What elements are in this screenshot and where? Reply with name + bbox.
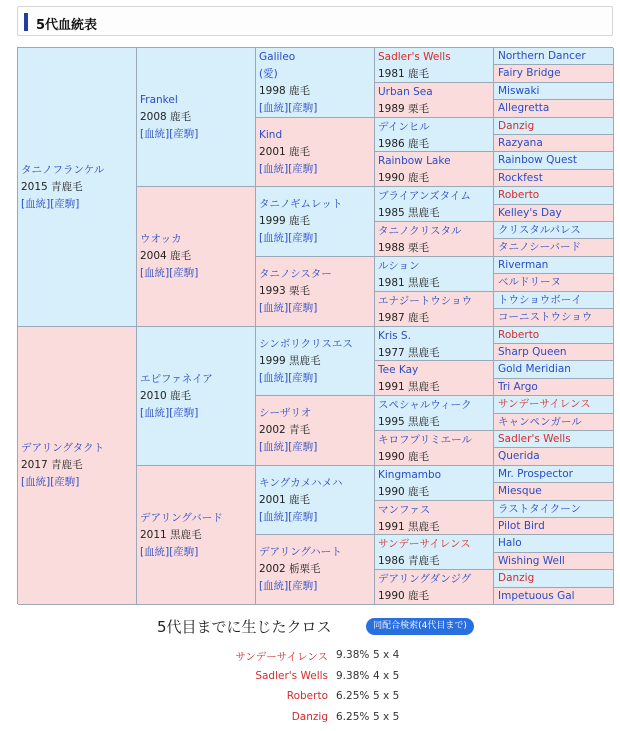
horse-birth-color: 1991 黒鹿毛 [378,521,440,533]
gen4-horse-cell [375,361,494,396]
horse-name-link[interactable]: Danzig [498,120,535,132]
horse-birth-color: 2010 鹿毛 [140,389,192,402]
horse-birth-color: 1990 鹿毛 [378,590,430,602]
cross-row [0,690,620,706]
page-title: 5代血統表 [36,18,98,33]
gen2-horse-cell [137,48,256,187]
gen2-horse-cell [137,187,256,327]
horse-birth-color: 1987 鹿毛 [378,312,430,324]
horse-name-link[interactable]: デアリングタクト [21,442,105,454]
gen5-horse-cell [494,65,614,83]
gen4-horse-cell [375,292,494,327]
horse-name-link[interactable]: ラストタイクーン [498,503,582,515]
header-accent-bar [24,13,28,31]
pedigree-offspring-links[interactable]: [血統][産駒] [259,162,318,175]
cross-row [0,711,620,727]
horse-name-link[interactable]: サンデーサイレンス [498,398,591,410]
horse-name-link[interactable]: Kris S. [378,330,411,342]
pedigree-offspring-links[interactable]: [血統][産駒] [140,545,199,558]
horse-name-link[interactable]: クリスタルパレス [498,224,581,236]
pedigree-offspring-links[interactable]: [血統][産駒] [21,197,80,210]
gen5-horse-cell [494,135,614,152]
gen5-horse-cell [494,100,614,118]
gen2-horse-cell [137,466,256,605]
horse-name-link[interactable]: スペシャルウィーク [378,399,472,411]
cross-percentage: 6.25% [336,690,370,702]
horse-name-link[interactable]: タニノシーバード [498,241,582,253]
gen1-horse-cell [18,48,137,327]
pedigree-offspring-links[interactable]: [血統][産駒] [140,267,199,279]
section-header [17,6,613,36]
horse-name-link[interactable]: エピファネイア [140,372,213,385]
horse-name-link[interactable]: ブライアンズタイム [378,190,471,202]
horse-name-link[interactable]: Kelley's Day [498,207,562,219]
gen1-horse-cell [18,327,137,605]
horse-name-link[interactable]: トウショウボーイ [498,294,582,306]
horse-name-link[interactable]: Danzig [498,572,535,584]
same-mating-search-button[interactable]: 同配合検索(4代目まで) [366,618,474,635]
horse-name-link[interactable]: エナジートウショウ [378,295,473,307]
horse-name-link[interactable]: ルション [378,260,420,272]
horse-birth-color: 2001 鹿毛 [259,145,311,158]
gen4-horse-cell [375,501,494,535]
gen5-horse-cell [494,483,614,501]
horse-name-link[interactable]: タニノシスター [259,268,332,280]
gen5-horse-cell [494,344,614,361]
cross-horse-name[interactable]: Danzig [291,711,328,723]
horse-name-link[interactable]: Fairy Bridge [498,67,561,79]
pedigree-offspring-links[interactable]: [血統][産駒] [259,371,318,384]
pedigree-offspring-links[interactable]: [血統][産駒] [21,476,80,488]
gen5-horse-cell [494,83,614,100]
gen5-horse-cell [494,222,614,239]
gen5-horse-cell [494,327,614,344]
gen5-horse-cell [494,535,614,553]
gen4-horse-cell [375,535,494,570]
pedigree-offspring-links[interactable]: [血統][産駒] [259,580,318,592]
gen3-horse-cell [256,48,375,118]
horse-name-link[interactable]: Rainbow Lake [378,155,451,167]
horse-name-link[interactable]: キングカメハメハ [259,476,343,489]
horse-name-link[interactable]: Urban Sea [378,86,433,98]
horse-name-link[interactable]: キロフプリミエール [378,434,472,446]
gen4-horse-cell [375,83,494,118]
gen3-horse-cell [256,535,375,605]
horse-birth-color: 1985 黒鹿毛 [378,207,440,219]
gen3-horse-cell [256,257,375,327]
gen5-horse-cell [494,292,614,309]
horse-name-link[interactable]: Kingmambo [378,469,442,481]
gen5-horse-cell [494,379,614,396]
horse-origin-link[interactable]: (愛) [259,67,278,80]
horse-name-link[interactable]: Riverman [498,259,549,271]
pedigree-offspring-links[interactable]: [血統][産駒] [259,232,318,244]
gen5-horse-cell [494,309,614,327]
gen5-horse-cell [494,187,614,205]
gen4-horse-cell [375,466,494,501]
gen3-horse-cell [256,396,375,466]
horse-birth-color: 1981 鹿毛 [378,68,430,80]
horse-birth-color: 1990 鹿毛 [378,451,430,463]
cross-horse-name[interactable]: サンデーサイレンス [235,651,328,663]
gen5-horse-cell [494,274,614,292]
horse-name-link[interactable]: Tri Argo [498,381,538,393]
horse-birth-color: 2004 鹿毛 [140,250,192,262]
horse-birth-color: 1991 黒鹿毛 [378,381,440,393]
pedigree-offspring-links[interactable]: [血統][産駒] [259,101,318,114]
gen3-horse-cell [256,466,375,535]
horse-name-link[interactable]: Sadler's Wells [498,433,571,445]
horse-birth-color: 1995 黒鹿毛 [378,416,440,428]
cross-percentage: 9.38% [336,649,370,661]
gen3-horse-cell [256,118,375,187]
cross-percentage: 6.25% [336,711,370,723]
horse-birth-color: 2017 青鹿毛 [21,459,83,471]
gen5-horse-cell [494,118,614,135]
horse-name-link[interactable]: Tee Kay [378,364,419,376]
cross-generation: 5 x 4 [373,649,400,661]
horse-birth-color: 1993 栗毛 [259,285,311,297]
gen4-horse-cell [375,431,494,466]
gen5-horse-cell [494,448,614,466]
horse-name-link[interactable]: Northern Dancer [498,50,586,62]
horse-birth-color: 1999 黒鹿毛 [259,354,321,367]
cross-title: 5代目までに生じたクロス [157,618,332,636]
gen5-horse-cell [494,414,614,431]
gen5-horse-cell [494,466,614,483]
gen4-horse-cell [375,570,494,605]
horse-birth-color: 2002 青毛 [259,424,311,436]
horse-name-link[interactable]: Rockfest [498,172,543,184]
pedigree-offspring-links[interactable]: [血統][産駒] [259,302,318,314]
cross-row [0,649,620,665]
gen5-horse-cell [494,48,614,65]
horse-name-link[interactable]: シーザリオ [259,407,312,419]
horse-birth-color: 2002 栃栗毛 [259,563,321,575]
horse-name-link[interactable]: Mr. Prospector [498,468,573,480]
horse-name-link[interactable]: Kind [259,128,283,141]
cross-horse-name[interactable]: Roberto [286,690,328,702]
gen5-horse-cell [494,152,614,170]
pedigree-offspring-links[interactable]: [血統][産駒] [259,441,318,453]
horse-birth-color: 1998 鹿毛 [259,84,311,97]
horse-birth-color: 1986 鹿毛 [378,138,430,150]
gen4-horse-cell [375,48,494,83]
gen4-horse-cell [375,118,494,152]
gen3-horse-cell [256,187,375,257]
horse-name-link[interactable]: Querida [498,450,540,462]
horse-name-link[interactable]: デアリングバード [140,511,223,524]
gen5-horse-cell [494,553,614,570]
gen5-horse-cell [494,501,614,518]
gen5-horse-cell [494,518,614,535]
gen4-horse-cell [375,327,494,361]
pedigree-table [17,47,613,604]
pedigree-offspring-links[interactable]: [血統][産駒] [259,510,318,523]
cross-row [0,670,620,686]
horse-name-link[interactable]: タニノクリスタル [378,225,462,237]
horse-name-link[interactable]: タニノフランケル [21,163,105,176]
horse-birth-color: 2011 黒鹿毛 [140,528,202,541]
gen4-horse-cell [375,257,494,292]
gen5-horse-cell [494,257,614,274]
horse-name-link[interactable]: Sharp Queen [498,346,567,358]
horse-birth-color: 1999 鹿毛 [259,215,311,227]
horse-birth-color: 2015 青鹿毛 [21,180,83,193]
gen4-horse-cell [375,152,494,187]
horse-birth-color: 1977 黒鹿毛 [378,347,440,359]
horse-birth-color: 1990 鹿毛 [378,172,430,184]
gen5-horse-cell [494,170,614,187]
horse-birth-color: 2001 鹿毛 [259,493,311,506]
horse-name-link[interactable]: デインヒル [378,121,430,133]
horse-birth-color: 1986 青鹿毛 [378,555,440,567]
horse-name-link[interactable]: Razyana [498,137,543,149]
gen5-horse-cell [494,588,614,605]
horse-name-link[interactable]: Halo [498,537,522,549]
cross-generation: 4 x 5 [373,670,400,682]
horse-name-link[interactable]: シンボリクリスエス [259,337,353,350]
gen4-horse-cell [375,187,494,222]
horse-name-link[interactable]: ウオッカ [140,233,182,245]
horse-birth-color: 1989 栗毛 [378,103,430,115]
horse-name-link[interactable]: キャンペンガール [498,416,582,428]
horse-name-link[interactable]: デアリングダンジグ [378,573,472,585]
horse-name-link[interactable]: コーニストウショウ [498,311,593,323]
gen5-horse-cell [494,570,614,588]
gen2-horse-cell [137,327,256,466]
gen5-horse-cell [494,431,614,448]
gen4-horse-cell [375,222,494,257]
cross-generation: 5 x 5 [373,690,400,702]
horse-name-link[interactable]: Galileo [259,50,296,63]
horse-birth-color: 2008 鹿毛 [140,110,192,123]
gen4-horse-cell [375,396,494,431]
horse-name-link[interactable]: Impetuous Gal [498,590,575,602]
horse-name-link[interactable]: Wishing Well [498,555,565,567]
cross-percentage: 9.38% [336,670,370,682]
horse-name-link[interactable]: Frankel [140,93,178,106]
pedigree-offspring-links[interactable]: [血統][産駒] [140,127,199,140]
gen5-horse-cell [494,361,614,379]
gen5-horse-cell [494,205,614,222]
horse-name-link[interactable]: Miesque [498,485,542,497]
horse-birth-color: 1988 栗毛 [378,242,430,254]
horse-name-link[interactable]: マンファス [378,504,431,516]
gen5-horse-cell [494,396,614,414]
horse-name-link[interactable]: Miswaki [498,85,540,97]
cross-horse-name[interactable]: Sadler's Wells [255,670,328,682]
gen3-horse-cell [256,327,375,396]
horse-name-link[interactable]: Roberto [498,329,540,341]
horse-name-link[interactable]: Rainbow Quest [498,154,578,166]
cross-generation: 5 x 5 [373,711,400,723]
horse-birth-color: 1990 鹿毛 [378,486,430,498]
horse-name-link[interactable]: Allegretta [498,102,550,114]
horse-name-link[interactable]: ベルドリーヌ [498,276,561,288]
horse-name-link[interactable]: Sadler's Wells [378,51,451,63]
pedigree-offspring-links[interactable]: [血統][産駒] [140,406,199,419]
horse-name-link[interactable]: Pilot Bird [498,520,545,532]
horse-name-link[interactable]: Gold Meridian [498,363,571,375]
gen5-horse-cell [494,239,614,257]
horse-name-link[interactable]: デアリングハート [259,546,342,558]
horse-name-link[interactable]: サンデーサイレンス [378,538,471,550]
horse-birth-color: 1981 黒鹿毛 [378,277,440,289]
horse-name-link[interactable]: タニノギムレット [259,198,343,210]
horse-name-link[interactable]: Roberto [498,189,540,201]
